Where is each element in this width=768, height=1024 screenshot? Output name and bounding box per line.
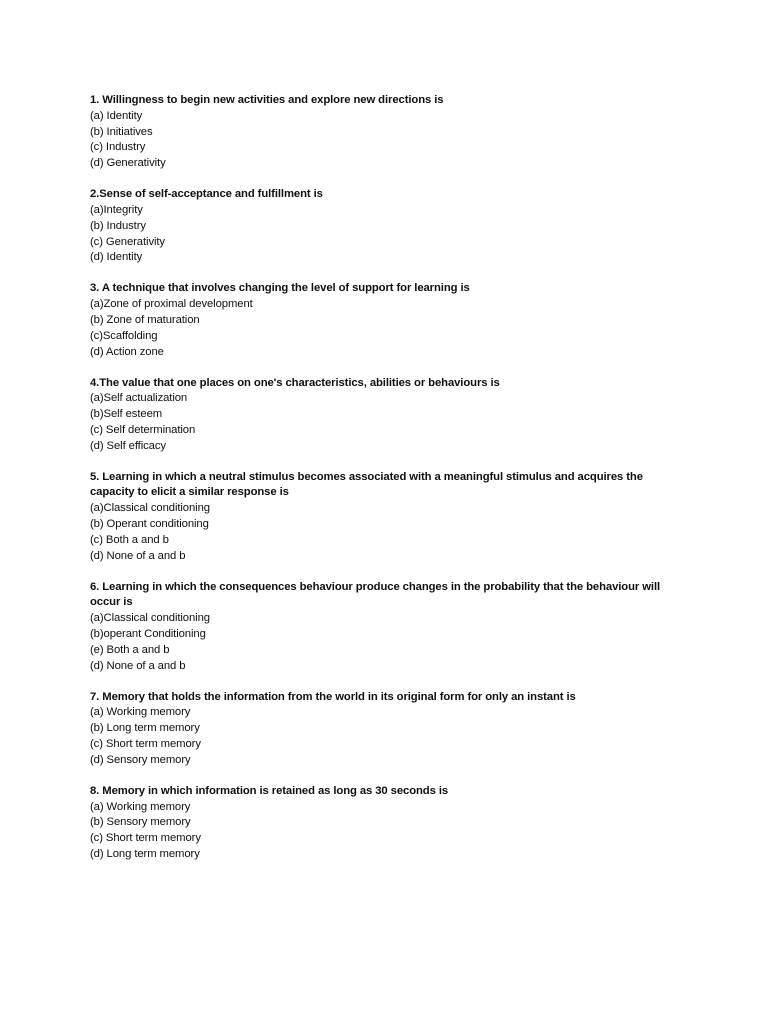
option-a: (a)Integrity [90, 203, 143, 216]
option-c: (e) Both a and b [90, 643, 170, 656]
option-d: (d) Sensory memory [90, 753, 191, 766]
question-1 [90, 93, 690, 172]
question-text: 4.The value that one places on one's characteristics, abilities or behaviours is [90, 376, 500, 389]
question-text: 2.Sense of self-acceptance and fulfillment is [90, 188, 323, 201]
option-d: (d) Identity [90, 251, 143, 264]
question-text: 6. Learning in which the consequences behaviour produce changes in the probability that the behaviour will occur is [90, 580, 661, 609]
question-3 [90, 281, 690, 360]
option-d: (d) Generativity [90, 157, 166, 170]
option-a: (a) Identity [90, 109, 143, 122]
question-text: 3. A technique that involves changing the level of support for learning is [90, 282, 470, 295]
question-7 [90, 690, 690, 769]
option-b: (b)Self esteem [90, 408, 163, 421]
question-8 [90, 784, 690, 863]
option-d: (d) Long term memory [90, 847, 200, 860]
option-d: (d) None of a and b [90, 549, 186, 562]
option-a: (a)Zone of proximal development [90, 298, 253, 311]
option-b: (b) Long term memory [90, 722, 200, 735]
question-2 [90, 187, 690, 266]
option-b: (b) Initiatives [90, 125, 153, 138]
option-d: (d) None of a and b [90, 659, 186, 672]
question-6 [90, 580, 690, 675]
option-d: (d) Action zone [90, 345, 164, 358]
option-b: (b) Sensory memory [90, 816, 191, 829]
option-c: (c)Scaffolding [90, 329, 158, 342]
option-c: (c) Short term memory [90, 832, 201, 845]
question-text: 8. Memory in which information is retained as long as 30 seconds is [90, 784, 449, 797]
option-c: (c) Self determination [90, 423, 196, 436]
option-c: (c) Industry [90, 141, 146, 154]
question-list [90, 93, 690, 878]
option-a: (a) Working memory [90, 800, 191, 813]
option-c: (c) Both a and b [90, 533, 169, 546]
option-a: (a) Working memory [90, 706, 191, 719]
option-a: (a)Self actualization [90, 392, 188, 405]
option-c: (c) Short term memory [90, 738, 201, 751]
option-b: (b) Industry [90, 219, 146, 232]
option-a: (a)Classical conditioning [90, 612, 210, 625]
option-a: (a)Classical conditioning [90, 502, 210, 515]
option-b: (b) Zone of maturation [90, 313, 200, 326]
option-d: (d) Self efficacy [90, 439, 166, 452]
option-c: (c) Generativity [90, 235, 165, 248]
question-text: 5. Learning in which a neutral stimulus becomes associated with a meaningful stimulus and acquires the capacity to elicit a similar response is [90, 470, 643, 499]
question-5 [90, 470, 690, 565]
option-b: (b) Operant conditioning [90, 518, 209, 531]
question-text: 7. Memory that holds the information from the world in its original form for only an instant is [90, 690, 576, 703]
question-text: 1. Willingness to begin new activities and explore new directions is [90, 94, 444, 106]
option-b: (b)operant Conditioning [90, 628, 206, 641]
question-4 [90, 376, 690, 455]
